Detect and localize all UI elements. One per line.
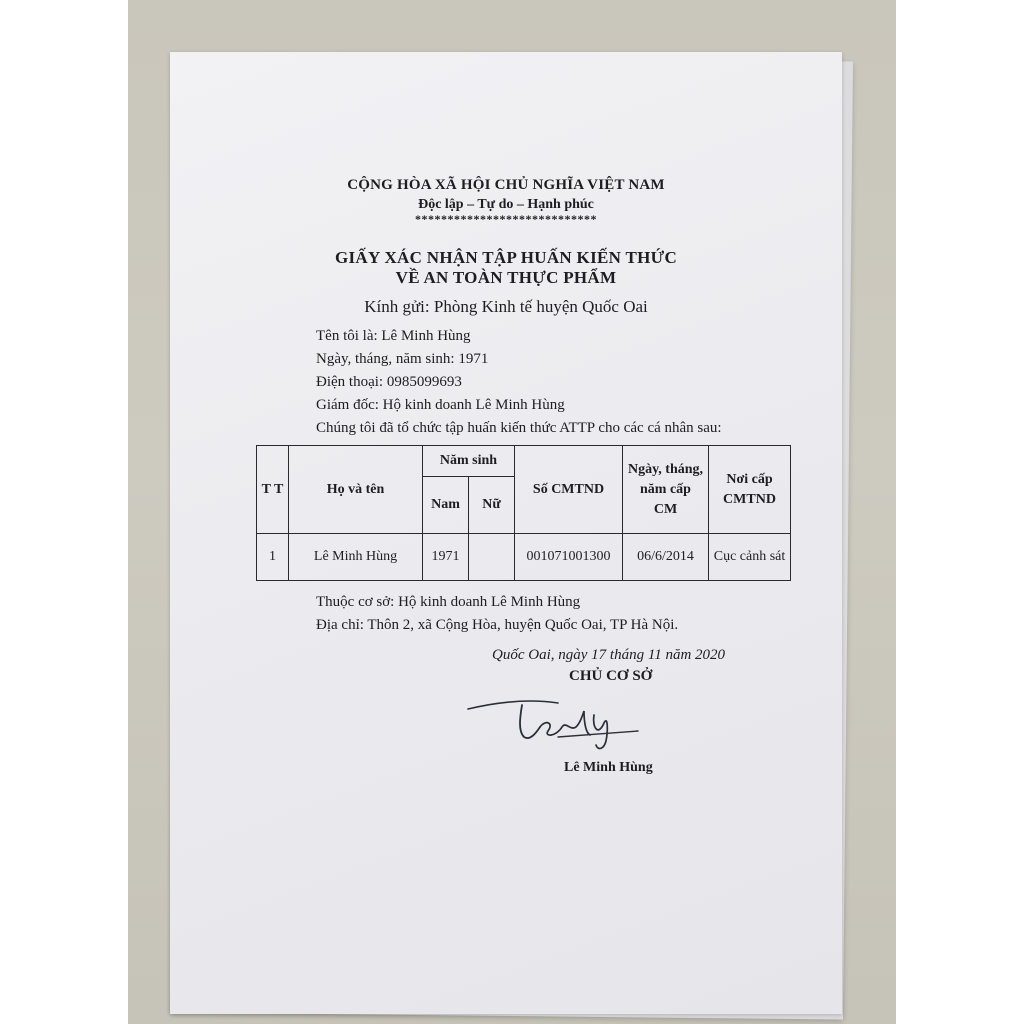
declarant-phone: Điện thoại: 0985099693	[316, 374, 462, 390]
header-issue-date: Ngày, tháng, năm cấp CM	[623, 446, 709, 534]
cell-female	[469, 534, 515, 581]
national-header: CỘNG HÒA XÃ HỘI CHỦ NGHĨA VIỆT NAM	[347, 177, 665, 193]
cell-id-number: 001071001300	[515, 534, 623, 581]
header-tt: T T	[257, 446, 289, 534]
header-name: Họ và tên	[289, 446, 423, 534]
declarant-director: Giám đốc: Hộ kinh doanh Lê Minh Hùng	[316, 397, 565, 413]
document-title-line-1: GIẤY XÁC NHẬN TẬP HUẤN KIẾN THỨC	[334, 248, 678, 267]
cell-issue-place: Cục cảnh sát	[709, 534, 791, 581]
cell-issue-date: 06/6/2014	[623, 534, 709, 581]
cell-name: Lê Minh Hùng	[289, 534, 423, 581]
trainee-table	[256, 445, 791, 581]
signature-icon	[462, 697, 652, 757]
declarant-dob: Ngày, tháng, năm sinh: 1971	[316, 351, 489, 367]
cell-tt: 1	[257, 534, 289, 581]
address-line: Địa chỉ: Thôn 2, xã Cộng Hòa, huyện Quốc Oai, TP Hà Nội.	[316, 617, 679, 633]
header-male: Nam	[423, 477, 469, 534]
header-birth-year: Năm sinh	[423, 446, 515, 477]
header-divider: ****************************	[415, 212, 597, 226]
table-row	[257, 534, 791, 581]
signer-name: Lê Minh Hùng	[564, 760, 653, 775]
place-and-date: Quốc Oai, ngày 17 tháng 11 năm 2020	[492, 647, 726, 663]
signer-role: CHỦ CƠ SỞ	[569, 668, 653, 684]
header-female: Nữ	[469, 477, 515, 534]
table-header-row	[257, 446, 791, 477]
header-id-number: Số CMTND	[515, 446, 623, 534]
document-page	[170, 52, 842, 1014]
training-intro: Chúng tôi đã tổ chức tập huấn kiến thức ATTP cho các cá nhân sau:	[316, 420, 722, 436]
declarant-name: Tên tôi là: Lê Minh Hùng	[316, 328, 471, 344]
establishment-line: Thuộc cơ sở: Hộ kinh doanh Lê Minh Hùng	[316, 594, 581, 610]
document-title-line-2: VỀ AN TOÀN THỰC PHẨM	[395, 268, 617, 287]
header-issue-place: Nơi cấp CMTND	[709, 446, 791, 534]
cell-male: 1971	[423, 534, 469, 581]
salutation: Kính gửi: Phòng Kinh tế huyện Quốc Oai	[364, 297, 648, 316]
national-motto: Độc lập – Tự do – Hạnh phúc	[418, 197, 594, 212]
